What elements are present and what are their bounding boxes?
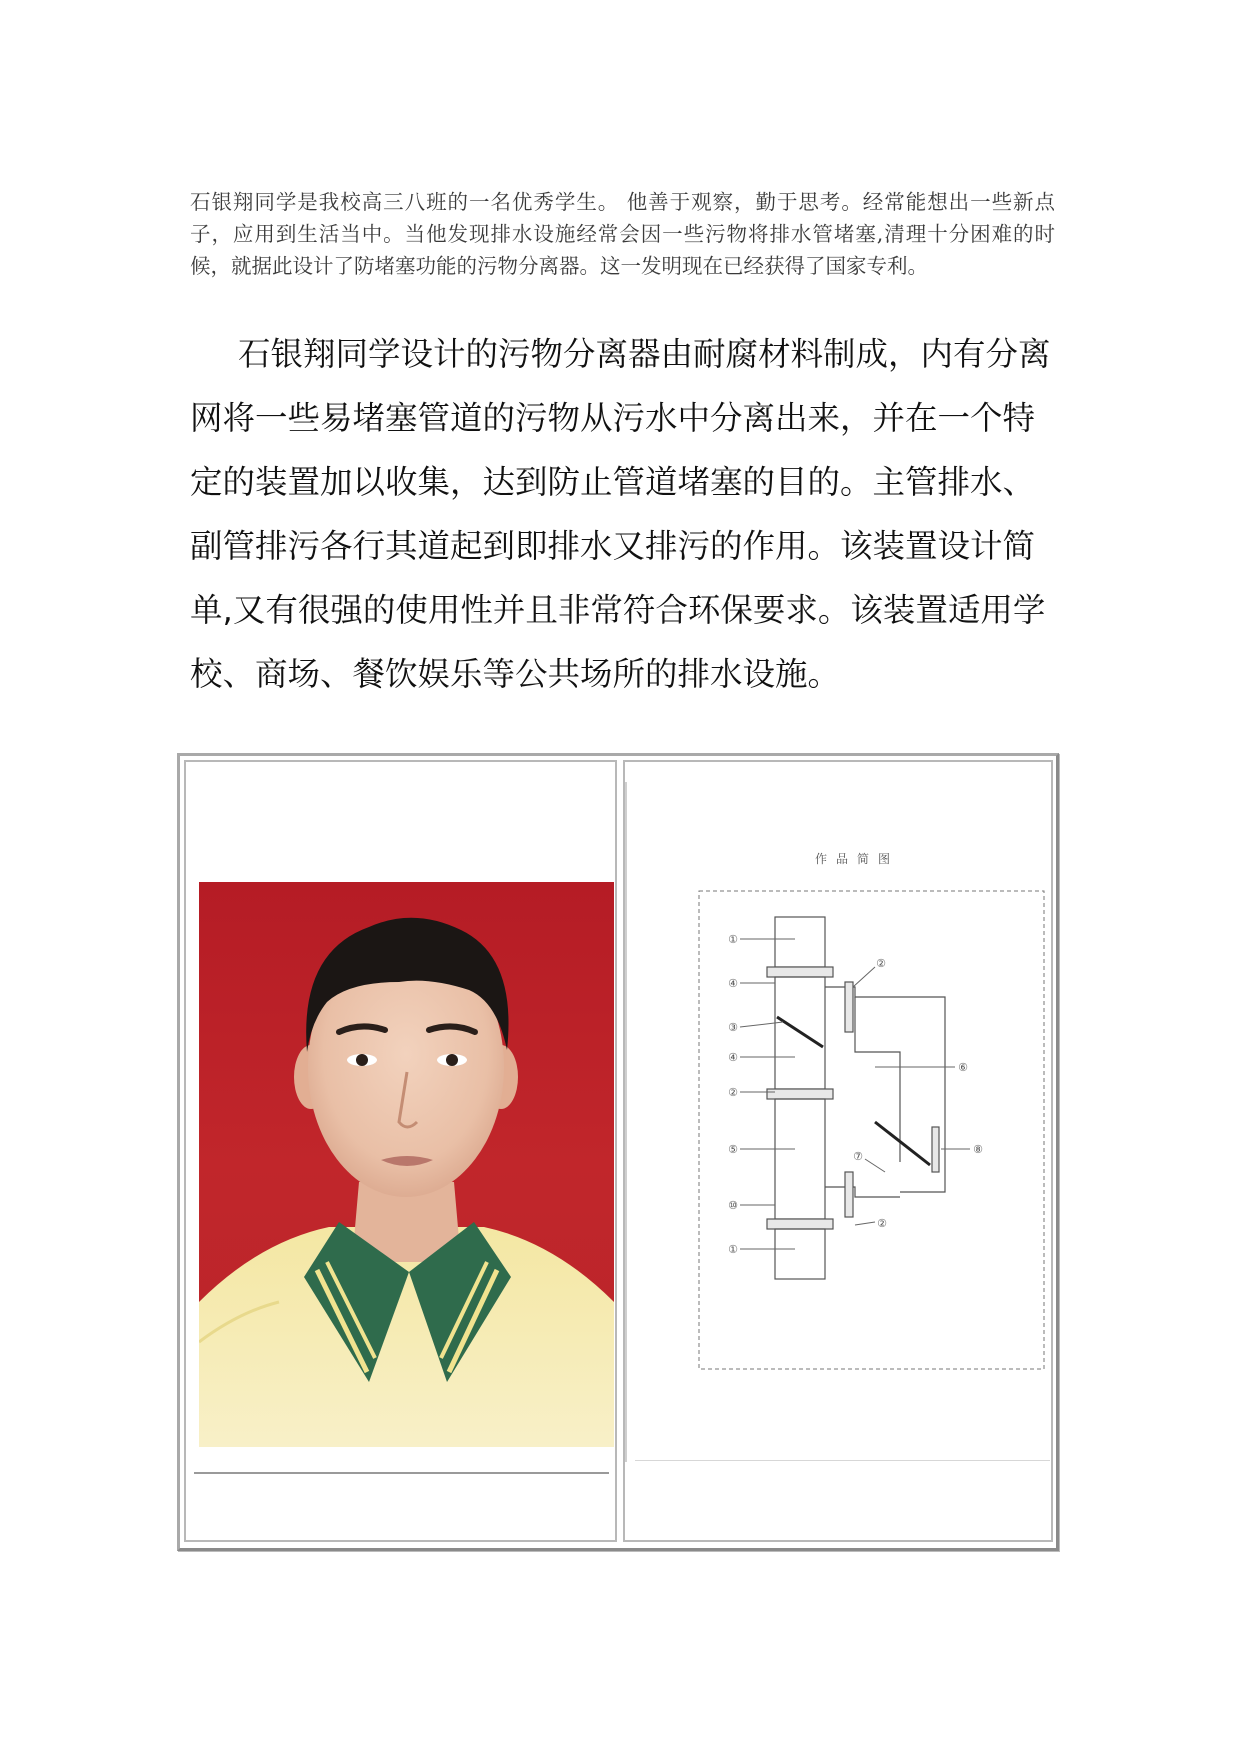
upper-screen: [777, 1017, 823, 1047]
diagram-label-5: ⑤: [728, 1143, 738, 1156]
lower-flange: [767, 1219, 833, 1229]
diagram-label-3a: ③: [728, 1021, 738, 1034]
diagram-label-2c: ②: [877, 1217, 887, 1230]
outlet-flange: [932, 1127, 939, 1172]
top-pipe: [775, 917, 825, 967]
portrait-cell: [184, 760, 617, 1542]
scan-bottom-line: [635, 1460, 1050, 1461]
lower-side-flange: [845, 1172, 853, 1217]
top-flange: [767, 967, 833, 977]
lower-screen: [875, 1122, 930, 1165]
description-text: 石银翔同学设计的污物分离器由耐腐材料制成，内有分离网将一些易堵塞管道的污物从污水中分离出来，并在一个特定的装置加以收集，达到防止管道堵塞的目的。主管排水、副管排污各行其道起到即排水又排污的作用。该装置设计简单,又有很强的使用性并且非常符合环保要求。该装置适用学校、商场、餐饮娱乐等公共场所的排水设施。: [190, 335, 1051, 693]
description-paragraph: [190, 322, 1055, 706]
diagram-cell: [623, 760, 1053, 1542]
diagram-label-10: ⑩: [728, 1199, 738, 1212]
diagram-label-8: ⑧: [973, 1143, 983, 1156]
diagram-label-6: ⑥: [958, 1061, 968, 1074]
diagram-label-1: ①: [728, 933, 738, 946]
scan-edge: [625, 782, 627, 1462]
intro-paragraph: 石银翔同学是我校高三八班的一名优秀学生。 他善于观察，勤于思考。经常能想出一些新点子，应用到生活当中。当他发现排水设施经常会因一些污物将排水管堵塞,清理十分困难的时候，就据此设计了防堵塞功能的污物分离器。这一发明现在已经获得了国家专利。: [190, 190, 1055, 278]
lower-body: [775, 1099, 825, 1219]
diagram-frame: [699, 891, 1044, 1369]
photo-bottom-rule: [194, 1472, 609, 1474]
diagram-label-4a: ④: [728, 977, 738, 990]
student-portrait-photo: [199, 882, 614, 1447]
mid-flange: [767, 1089, 833, 1099]
diagram-title: 作品简图: [815, 852, 900, 866]
diagram-label-4b: ④: [728, 1051, 738, 1064]
diagram-label-1b: ①: [728, 1243, 738, 1256]
diagram-label-7: ⑦: [853, 1150, 863, 1163]
lower-side-connection: [825, 1187, 900, 1197]
upper-side-flange: [845, 982, 853, 1032]
portrait-illustration: [199, 882, 614, 1447]
separator-diagram: [695, 887, 1050, 1377]
diagram-label-2b: ②: [876, 957, 886, 970]
photo-table: [177, 753, 1059, 1551]
diagram-label-2a: ②: [728, 1086, 738, 1099]
bottom-pipe: [775, 1229, 825, 1279]
